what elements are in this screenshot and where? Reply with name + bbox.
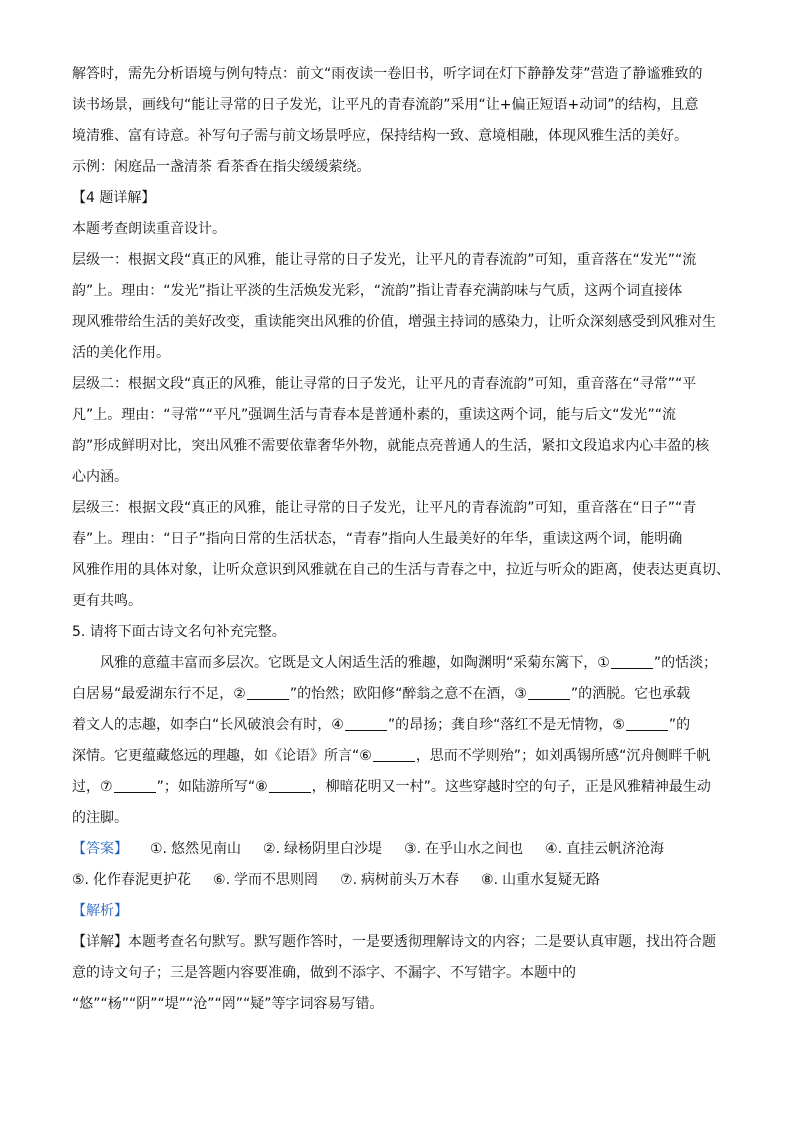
answer-text: 山重水复疑无路 (502, 872, 601, 888)
passage-text: 深情。它更蕴藏悠远的理趣，如《论语》所言“⑥ (72, 748, 372, 764)
answer-label: 【答案】 (72, 841, 128, 857)
answer-text: 学而不思则罔 (234, 872, 319, 888)
passage-line (72, 776, 732, 799)
level1-line: 韵”上。理由：“发光”指让平淡的生活焕发光彩，“流韵”指让青春充满韵味与气质，这两个词直接体 (72, 283, 683, 299)
q5-section (72, 621, 732, 1016)
answer-number: ③. (404, 841, 422, 857)
level2-line: 心内涵。 (72, 469, 128, 485)
answer-text: 化作春泥更护花 (93, 872, 192, 888)
paragraph-line: 读书场景，画线句“能让寻常的日子发光，让平凡的青春流韵”采用“让+偏正短语+动词”的结构，且意 (72, 97, 699, 113)
level1-line: 现风雅带给生活的美好改变，重读能突出风雅的价值，增强主持词的感染力，让听众深刻感受到风雅对生 (72, 314, 716, 330)
answer-number: ⑧. (481, 872, 499, 888)
level3-line: 春”上。理由：“日子”指向日常的生活状态，“青春”指向人生最美好的年华，重读这两个词，能明确 (72, 531, 683, 547)
passage-line (72, 683, 732, 706)
answer-item (150, 838, 241, 861)
answer-item (481, 869, 600, 892)
level2-line: 韵”形成鲜明对比，突出风雅不需要依靠奢华外物，就能点亮普通人的生活，紧扣文段追求内心丰盈的核 (72, 438, 710, 454)
q4-section (72, 187, 732, 613)
answer-text: 直挂云帆济沧海 (566, 841, 665, 857)
fill-blank (269, 778, 311, 793)
answer-text: 病树前头万木春 (361, 872, 460, 888)
answer-number: ①. (150, 841, 168, 857)
passage-text: ”的 (668, 717, 691, 733)
q4-intro: 本题考查朗读重音设计。 (72, 221, 226, 237)
answer-row (72, 869, 732, 892)
answer-number: ⑦. (340, 872, 358, 888)
example-line: 示例：闲庭品一盏清茶 看茶香在指尖缓缓萦绕。 (72, 159, 371, 175)
answer-item (72, 869, 191, 892)
passage-text: ”的怡然；欧阳修“醉翁之意不在酒，③ (289, 686, 527, 702)
q4-heading: 【4 题详解】 (72, 190, 156, 206)
answer-item (263, 838, 382, 861)
level2-line: 凡”上。理由：“寻常”“平凡”强调生活与青春本是普通朴素的，重读这两个词，能与后文“发光”“流 (72, 407, 677, 423)
fill-blank (611, 654, 653, 669)
answer-number: ⑥. (213, 872, 231, 888)
answer-row (72, 838, 732, 861)
document-page (72, 63, 732, 1016)
passage-text: ，思而不学则殆”；如刘禹锡所感“沉舟侧畔千帆 (415, 748, 711, 764)
fill-blank (345, 716, 387, 731)
answer-item (404, 838, 523, 861)
answer-text: 悠然见南山 (171, 841, 242, 857)
level1-line: 活的美化作用。 (72, 345, 170, 361)
passage-text: ”的恬淡； (653, 655, 718, 671)
level1-line: 层级一：根据文段“真正的风雅，能让寻常的日子发光，让平凡的青春流韵”可知，重音落在“发光”“流 (72, 252, 697, 268)
fill-blank (373, 747, 415, 762)
detail-line: “悠”“杨”“阴”“堤”“沧”“罔”“疑”等字词容易写错。 (72, 996, 384, 1012)
answer-item (545, 838, 664, 861)
answer-text: 在乎山水之间也 (425, 841, 524, 857)
fill-blank (626, 716, 668, 731)
fill-blank (114, 778, 156, 793)
passage-text: ”的洒脱。它也承载 (570, 686, 691, 702)
fill-blank (247, 685, 289, 700)
passage-text: 白居易“最爱湖东行不足，② (72, 686, 246, 702)
answer-item (213, 869, 318, 892)
q3-analysis (72, 63, 732, 179)
paragraph-line: 境清雅、富有诗意。补写句子需与前文场景呼应，保持结构一致、意境相融，体现风雅生活的美好。 (72, 128, 688, 144)
answer-number: ⑤. (72, 872, 90, 888)
passage-text: 风雅的意蕴丰富而多层次。它既是文人闲适生活的雅趣，如陶渊明“采菊东篱下，① (100, 655, 610, 671)
passage-line (72, 807, 732, 830)
level3-line: 风雅作用的具体对象，让听众意识到风雅就在自己的生活与青春之中，拉近与听众的距离，使表达更真切、 (72, 562, 730, 578)
level2-line: 层级二：根据文段“真正的风雅，能让寻常的日子发光，让平凡的青春流韵”可知，重音落在“寻常”“平 (72, 376, 697, 392)
level3-line: 层级三：根据文段“真正的风雅，能让寻常的日子发光，让平凡的青春流韵”可知，重音落在“日子”“青 (72, 500, 697, 516)
analysis-label: 【解析】 (72, 903, 128, 919)
detail-line: 意的诗文句子；三是答题内容要准确，做到不添字、不漏字、不写错字。本题中的 (72, 965, 576, 981)
passage-line (72, 652, 732, 675)
passage-text: ，柳暗花明又一村”。这些穿越时空的句子，正是风雅精神最生动 (311, 779, 711, 795)
passage-text: ”的昂扬；龚自珍“落红不是无情物，⑤ (387, 717, 625, 733)
passage-line (72, 714, 732, 737)
paragraph-line: 解答时，需先分析语境与例句特点：前文“雨夜读一卷旧书，听字词在灯下静静发芽”营造了静谧雅致的 (72, 66, 703, 82)
level3-line: 更有共鸣。 (72, 593, 142, 609)
passage-text: 的注脚。 (72, 810, 128, 826)
answer-item (340, 869, 459, 892)
answer-number: ②. (263, 841, 281, 857)
fill-blank (528, 685, 570, 700)
answer-text: 绿杨阴里白沙堤 (284, 841, 383, 857)
passage-text: ”；如陆游所写“⑧ (156, 779, 268, 795)
q5-question: 5. 请将下面古诗文名句补充完整。 (72, 624, 286, 640)
passage-text: 着文人的志趣，如李白“长风破浪会有时，④ (72, 717, 344, 733)
answer-number: ④. (545, 841, 563, 857)
passage-text: 过，⑦ (72, 779, 113, 795)
passage-line (72, 745, 732, 768)
detail-line: 【详解】本题考查名句默写。默写题作答时，一是要透彻理解诗文的内容；二是要认真审题，找出符合题 (72, 934, 716, 950)
